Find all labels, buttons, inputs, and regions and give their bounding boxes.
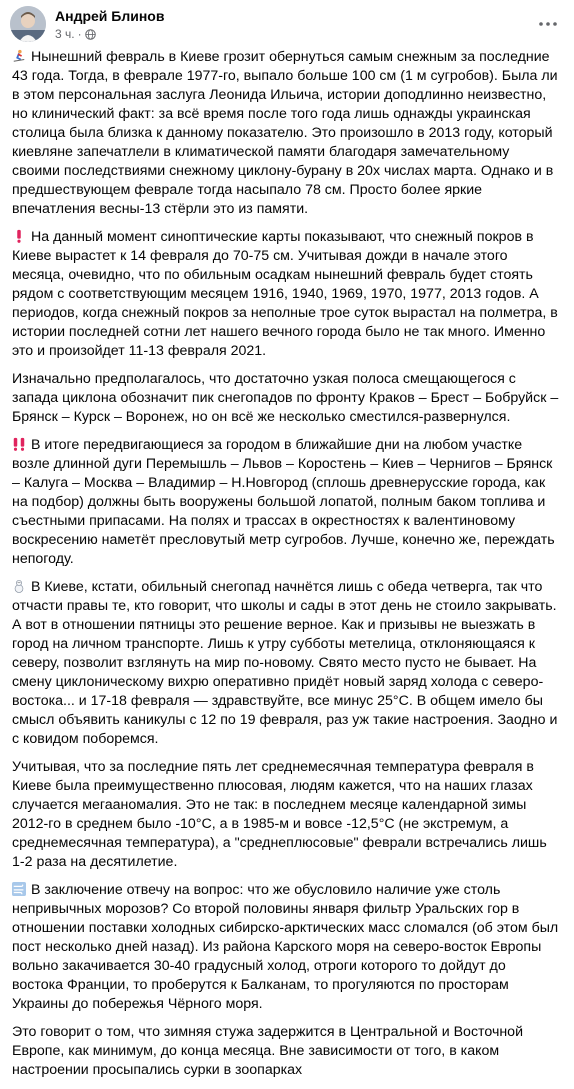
paragraph-text: В итоге передвигающиеся за городом в ближайшие дни на любом участке возле длинной дуги Перемышль – Львов – Коростень – Киев – Чернигов – Брянск – Калуга – Москва – Владимир – Н.Новгород (сплошь древнерусские города, как на подбор) должны быть вооружены большой лопатой, полным баком топлива и съестными припасами. На полях и трассах в окрестностях к валентиновому воскресению наметёт пресловутый метр сугробов. Лучше, конечно же, переждать непогоду. <box>12 437 555 567</box>
post-paragraph <box>12 48 560 219</box>
paragraph-text: Это говорит о том, что зимняя стужа задержится в Центральной и Восточной Европе, как минимум, до конца месяца. Вне зависимости от того, в каком настроении просыпались сурки в зоопарках <box>12 1024 523 1078</box>
post-text <box>12 48 560 1089</box>
avatar[interactable] <box>10 6 46 42</box>
paragraph-text: В Киеве, кстати, обильный снегопад начнётся лишь с обеда четверга, так что отчасти правы те, кто говорит, что школы и сады в этот день не стоило закрывать. А вот в отношении пятницы это решение верное. Как и призывы не выезжать в город на личном транспорте. Лишь к утру субботы метелица, отклоняющаяся к северу, позволит взглянуть на мир по-новому. Свято место пусто не бывает. На смену циклоническому вихрю оперативно придёт новый заряд холода с северо-востока... и 17-18 февраля — здравствуйте, все минус 25°С. В общем имело бы смысл объявить каникулы с 12 по 19 февраля, раз уж такие настроения. Заодно и с ковидом поборемся. <box>12 579 558 747</box>
wind-face-icon <box>12 882 27 896</box>
more-options-button[interactable] <box>536 12 560 36</box>
post-paragraph <box>12 758 560 872</box>
more-dots-icon <box>539 22 557 26</box>
paragraph-text: Изначально предполагалось, что достаточно узкая полоса смещающегося с запада циклона обозначит пик снегопадов по фронту Краков – Брест – Бобруйск – Брянск – Курск – Воронеж, но он всё же несколько сместился-развернулся. <box>12 371 559 425</box>
post-paragraph <box>12 881 560 1014</box>
paragraph-text: В заключение отвечу на вопрос: что же обусловило наличие уже столь непривычных морозов? Со второй половины января фильтр Уральских гор в отношении поставки холодных сибирско-арктических масс сломался (об этом был пост несколько дней назад). Из района Карского моря на северо-восток Европы вольно закачивается 30-40 градусный холод, отроги которого то дойдут до востока Франции, то проберутся к Балканам, то прогуляются по просторам Украины до побережья Чёрного моря. <box>12 882 559 1012</box>
skier-icon <box>12 49 27 63</box>
post-paragraph <box>12 370 560 427</box>
double-exclamation-icon <box>12 437 27 451</box>
author-name[interactable]: Андрей Блинов <box>55 8 165 24</box>
post-meta <box>55 27 96 41</box>
post-header <box>0 0 574 48</box>
post-paragraph <box>12 228 560 361</box>
post-paragraph <box>12 436 560 569</box>
avatar-photo-icon <box>10 6 46 42</box>
post-paragraph <box>12 578 560 749</box>
snowman-icon <box>12 579 27 593</box>
paragraph-text: Нынешний февраль в Киеве грозит обернуться самым снежным за последние 43 года. Тогда, в феврале 1977-го, выпало больше 100 см (1 м сугробов). Была ли в этом персональная заслуга Леонида Ильича, истории доподлинно неизвестно, но клинический факт: за всё время после того года лишь однажды украинская столица была близка к данному показателю. Это произошло в 2013 году, который киевляне запечатлели в климатической памяти благодаря замечательному своими последствиями снежному циклону-бурану в 20х числах марта. Однако и в предшествующем феврале тогда насыпало 78 см. Просто более яркие впечатления весны-13 стёрли это из памяти. <box>12 49 558 217</box>
post-time[interactable]: 3 ч. <box>55 27 75 41</box>
paragraph-text: Учитывая, что за последние пять лет среднемесячная температура февраля в Киеве была преимущественно плюсовая, людям кажется, что на наших глазах случается мегааномалия. Это не так: в последнем месяце календарной зимы 2012-го в среднем было -10°С, а в 1985-м и вовсе -12,5°С (не экстремум, а среднемесячная температура), а "среднеплюсовые" феврали встречались лишь 1-2 раза на десятилетие. <box>12 759 547 870</box>
globe-icon <box>85 29 96 40</box>
paragraph-text: На данный момент синоптические карты показывают, что снежный покров в Киеве вырастет к 14 февраля до 70-75 см. Учитывая дожди в начале этого месяца, очевидно, что по обильным осадкам нынешний февраль будет стоять рядом с соответствующим месяцем 1916, 1940, 1969, 1970, 1977, 2013 годов. А периодов, когда снежный покров за неполные трое суток вырастал на полметра, в истории последней сотни лет нашего вечного города было не так много. Именно это и произойдет 11-13 февраля 2021. <box>12 229 558 359</box>
post-paragraph <box>12 1023 560 1080</box>
exclamation-icon <box>12 229 27 243</box>
meta-separator: · <box>77 27 82 41</box>
